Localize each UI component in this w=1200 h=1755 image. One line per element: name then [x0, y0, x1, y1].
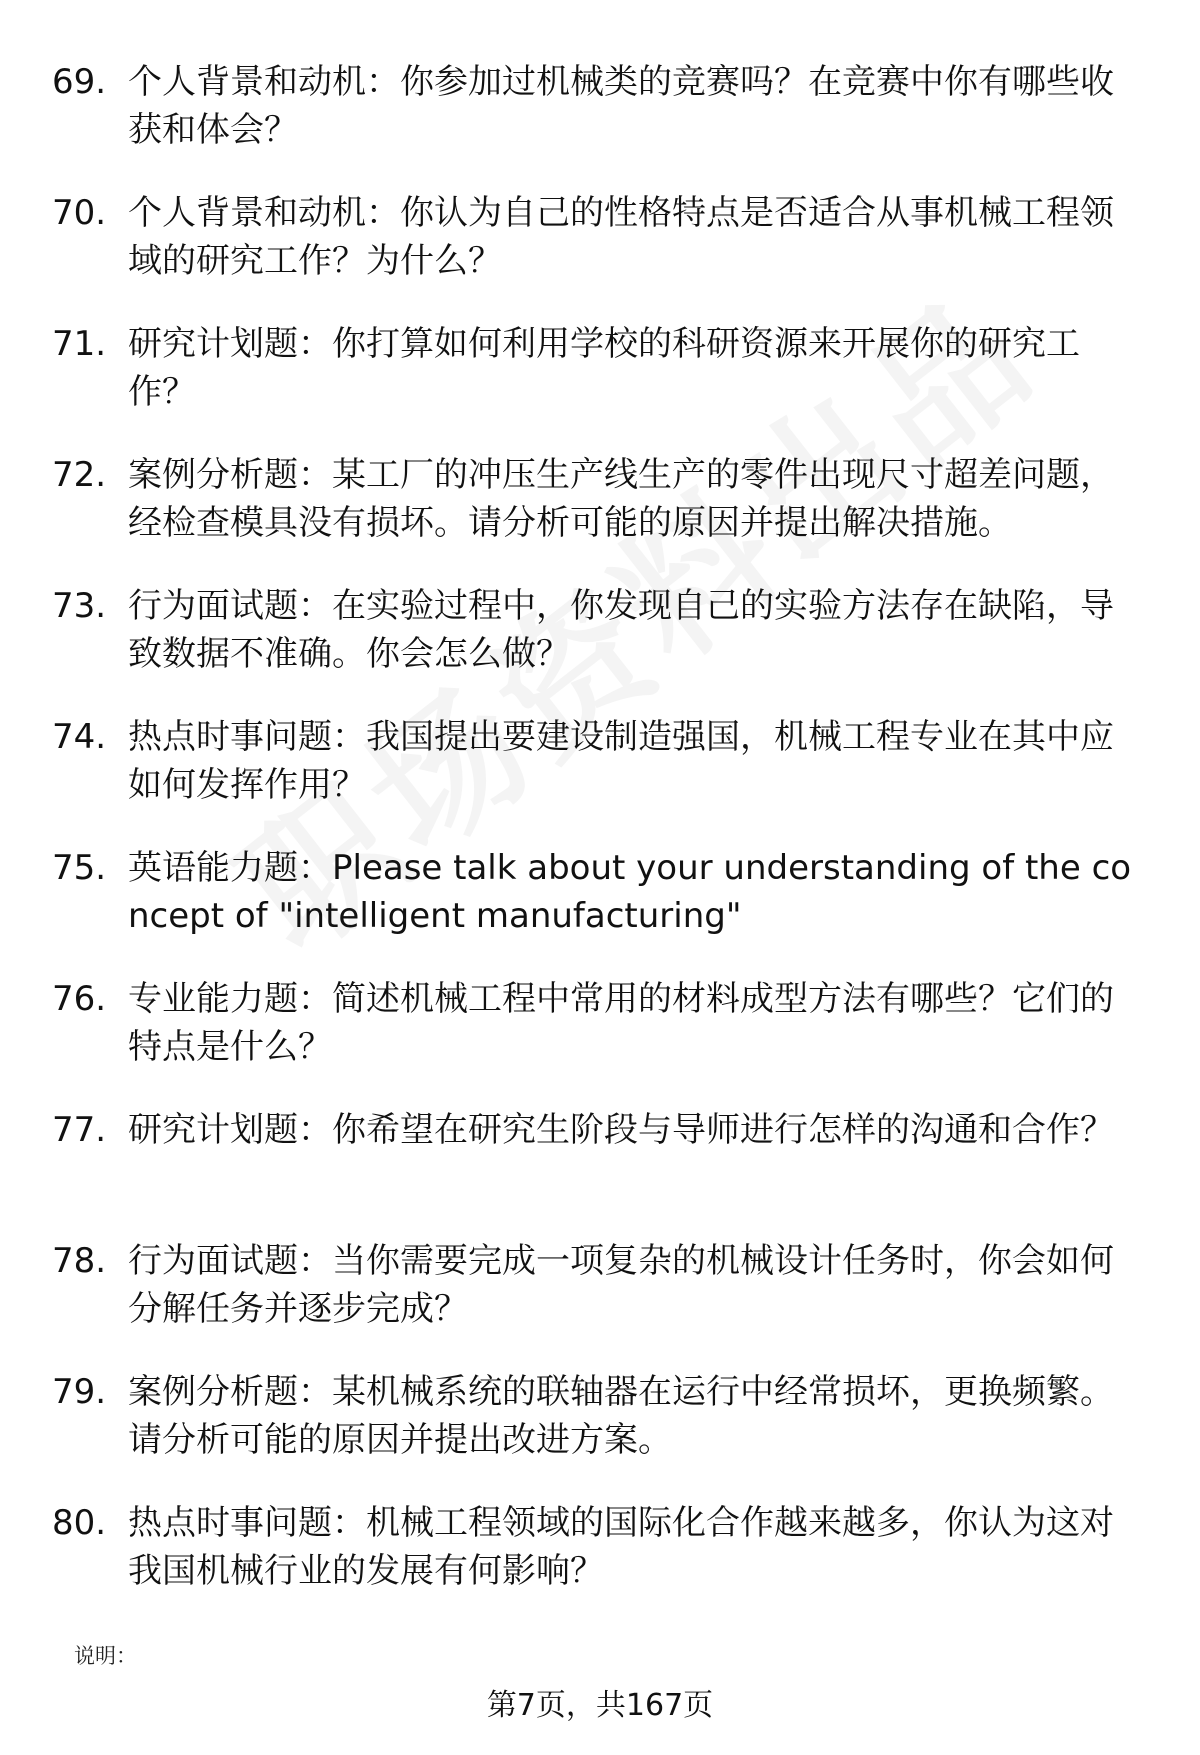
question-text: 个人背景和动机：你参加过机械类的竞赛吗？在竞赛中你有哪些收获和体会？: [128, 62, 1114, 150]
question-item: [52, 58, 1152, 189]
question-number: 77.: [52, 1110, 107, 1150]
note-label: 说明：: [74, 1644, 137, 1668]
question-number: 73.: [52, 586, 107, 626]
question-number: 69.: [52, 62, 107, 102]
question-item: [52, 451, 1152, 582]
question-text: 个人背景和动机：你认为自己的性格特点是否适合从事机械工程领域的研究工作？为什么？: [128, 193, 1114, 281]
page-footer: 第7页，共167页: [486, 1688, 714, 1723]
question-item: [52, 1368, 1152, 1499]
question-item: [52, 582, 1152, 713]
question-number: 79.: [52, 1372, 107, 1412]
question-number: 72.: [52, 455, 107, 495]
question-list: [52, 58, 1152, 1630]
question-text: 行为面试题：在实验过程中，你发现自己的实验方法存在缺陷，导致数据不准确。你会怎么做？: [128, 586, 1114, 674]
question-text: 行为面试题：当你需要完成一项复杂的机械设计任务时，你会如何分解任务并逐步完成？: [128, 1241, 1114, 1329]
question-number: 75.: [52, 848, 107, 888]
question-number: 71.: [52, 324, 107, 364]
question-item: [52, 1237, 1152, 1368]
question-text: 研究计划题：你希望在研究生阶段与导师进行怎样的沟通和合作？: [128, 1110, 1114, 1150]
question-item: [52, 189, 1152, 320]
question-item: [52, 844, 1152, 975]
question-text: 热点时事问题：机械工程领域的国际化合作越来越多，你认为这对我国机械行业的发展有何影响？: [128, 1503, 1114, 1591]
question-number: 76.: [52, 979, 107, 1019]
question-number: 78.: [52, 1241, 107, 1281]
question-text: 英语能力题：Please talk about your understanding of the concept of "intelligent manufacturing": [128, 848, 1132, 936]
question-item: [52, 1499, 1152, 1630]
question-text: 专业能力题：简述机械工程中常用的材料成型方法有哪些？它们的特点是什么？: [128, 979, 1114, 1067]
question-item: [52, 713, 1152, 844]
question-item: [52, 975, 1152, 1106]
question-item: [52, 320, 1152, 451]
question-text: 案例分析题：某机械系统的联轴器在运行中经常损坏，更换频繁。请分析可能的原因并提出改进方案。: [128, 1372, 1114, 1460]
question-text: 热点时事问题：我国提出要建设制造强国，机械工程专业在其中应如何发挥作用？: [128, 717, 1114, 805]
question-text: 案例分析题：某工厂的冲压生产线生产的零件出现尺寸超差问题，经检查模具没有损坏。请分析可能的原因并提出解决措施。: [128, 455, 1114, 543]
question-text: 研究计划题：你打算如何利用学校的科研资源来开展你的研究工作？: [128, 324, 1080, 412]
question-number: 80.: [52, 1503, 107, 1543]
question-number: 70.: [52, 193, 107, 233]
question-item: [52, 1106, 1152, 1237]
question-number: 74.: [52, 717, 107, 757]
